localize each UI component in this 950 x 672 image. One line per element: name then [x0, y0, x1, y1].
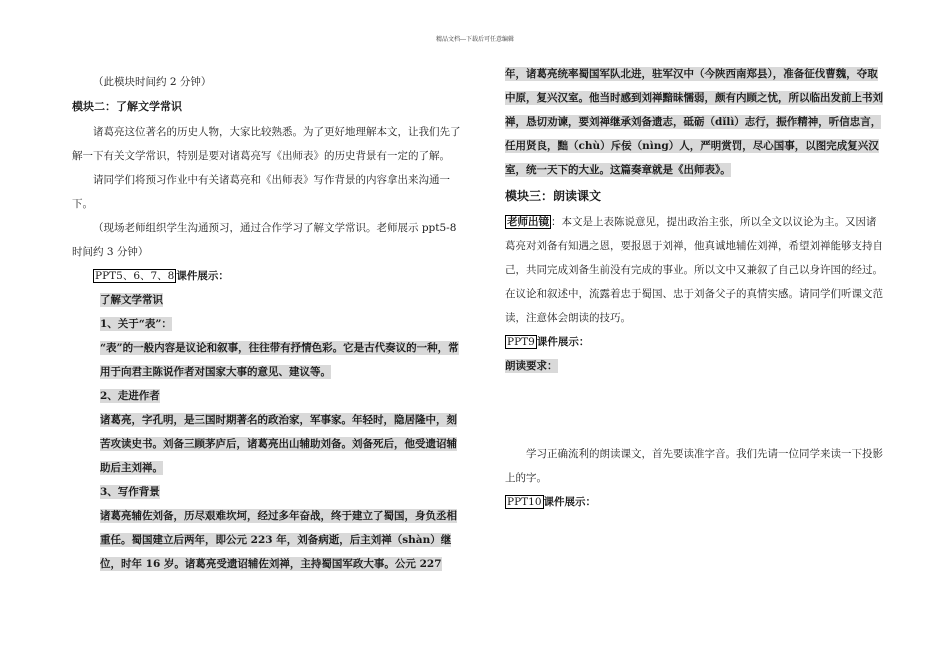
ppt10-line: PPT10 课件展示： — [507, 496, 596, 508]
kp1-body: “表”的一般内容是议论和叙事，往往带有抒情色彩。它是古代奏议的一种，常用于向君主陈说作者对国家大事的意见、建议等。 — [100, 342, 459, 378]
module2-heading: 模块二：了解文学常识 — [72, 100, 182, 113]
kp3-continued: 年，诸葛亮统率蜀国军队北进，驻军汉中（今陕西南郑县），准备征伐曹魏，夺取中原，复兴汉室。他当时感到刘禅黯昧懦弱，颇有内顾之忧，所以临出发前上书刘禅，恳切劝谏，要刘禅继承刘备遗志，砥砺（dǐlì）志行，振作精神，听信忠言，任用贤良，黜（chù）斥佞（nìng）人，严明赏罚，尽心国事，以图完成复兴汉室，统一天下的大业。这篇奏章就是《出师表》。 — [505, 68, 883, 176]
intro-paragraph: 诸葛亮这位著名的历史人物，大家比较熟悉。为了更好地理解本文，让我们先了解一下有关文学常识，特别是要对诸葛亮写《出师表》的历史背景有一定的了解。 — [72, 126, 461, 162]
right-column — [505, 62, 885, 514]
ppt-suffix: 课件展示： — [176, 270, 229, 282]
kp3-title: 3、写作背景 — [100, 486, 160, 498]
activity-note: （现场老师组织学生沟通预习，通过合作学习了解文学常识。老师展示 ppt5-8 时间约 3 分钟） — [72, 222, 457, 258]
kp2-body: 诸葛亮，字孔明，是三国时期著名的政治家，军事家。年轻时，隐居隆中，刻苦攻读史书。刘备三顾茅庐后，诸葛亮出山辅助刘备。刘备死后，他受遗诏辅助后主刘禅。 — [100, 414, 457, 474]
ppt-display-line — [72, 264, 462, 288]
header-note: 精品文档---下载后可任意编辑 — [435, 36, 515, 43]
ppt9-box: PPT9 — [507, 336, 535, 348]
knowledge-title: 了解文学常识 — [100, 294, 163, 306]
kp2-title: 2、走进作者 — [100, 390, 160, 402]
time-note: （此模块时间约 2 分钟） — [93, 76, 212, 88]
left-column — [72, 70, 462, 576]
teacher-paragraph: 老师出镜 ：本文是上表陈说意见，提出政治主张，所以全文以议论为主。又因诸葛亮对刘备有知遇之恩，要报恩于刘禅，他真诚地辅佐刘禅，希望刘禅能够支持自己，共同完成刘备生前没有完成的事业。所以文中又兼叙了自己以身许国的经过。在议论和叙述中，流露着忠于蜀国、忠于刘备父子的真情实感。请同学们听课文范读，注意体会朗读的技巧。 — [505, 216, 883, 324]
exchange-paragraph: 请同学们将预习作业中有关诸葛亮和《出师表》写作背景的内容拿出来沟通一下。 — [72, 174, 450, 210]
ppt-box: PPT5、6、7、8 — [95, 270, 175, 282]
kp1-title: 1、关于“表”： — [100, 318, 172, 330]
ppt9-line: PPT9 课件展示： — [507, 336, 590, 348]
reading-paragraph: 学习正确流利的朗读课文，首先要读准字音。我们先请一位同学来读一下投影上的字。 — [505, 448, 883, 484]
module3-heading: 模块三：朗读课文 — [505, 189, 602, 203]
teacher-box: 老师出镜 — [507, 216, 549, 228]
reading-requirements: 朗读要求： — [505, 360, 558, 372]
blank-space — [505, 378, 885, 442]
ppt10-box: PPT10 — [507, 496, 542, 508]
kp3-body: 诸葛亮辅佐刘备，历尽艰难坎坷，经过多年奋战，终于建立了蜀国，身负丞相重任。蜀国建立后两年，即公元 223 年，刘备病逝，后主刘禅（shàn）继位，时年 16 岁。诸葛亮受遗诏辅佐刘禅，主持蜀国军政大事。公元 227 — [100, 510, 457, 570]
